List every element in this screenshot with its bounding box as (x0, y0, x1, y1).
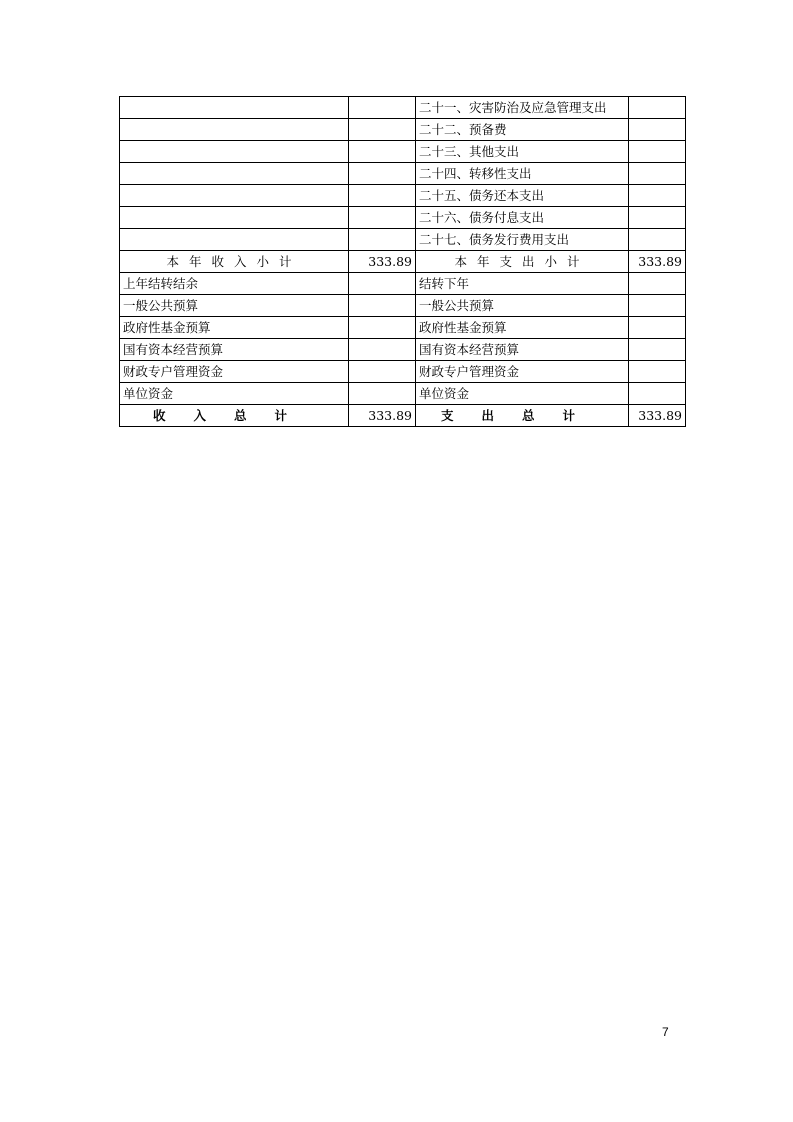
table-row (120, 229, 686, 251)
income-total-value: 333.89 (349, 405, 416, 427)
expense-value-cell (629, 119, 686, 141)
income-item-cell (120, 207, 349, 229)
page-number: 7 (662, 1025, 669, 1039)
table-row (120, 97, 686, 119)
income-item-cell (120, 97, 349, 119)
expense-item-cell: 二十二、预备费 (416, 119, 629, 141)
income-carryover-item: 一般公共预算 (120, 295, 349, 317)
income-item-cell (120, 229, 349, 251)
income-value-cell (349, 163, 416, 185)
expense-carryover-item: 单位资金 (416, 383, 629, 405)
income-subtotal-value: 333.89 (349, 251, 416, 273)
income-item-cell (120, 141, 349, 163)
income-total-label: 收入总计 (120, 405, 349, 427)
expense-carryover-item: 一般公共预算 (416, 295, 629, 317)
expense-value-cell (629, 383, 686, 405)
income-carryover-item: 国有资本经营预算 (120, 339, 349, 361)
expense-value-cell (629, 273, 686, 295)
expense-carryover-item: 政府性基金预算 (416, 317, 629, 339)
expense-value-cell (629, 229, 686, 251)
table-row (120, 119, 686, 141)
table-row (120, 361, 686, 383)
expense-value-cell (629, 97, 686, 119)
subtotal-row (120, 251, 686, 273)
income-value-cell (349, 383, 416, 405)
expense-carryover-label: 结转下年 (416, 273, 629, 295)
expense-item-cell: 二十三、其他支出 (416, 141, 629, 163)
income-item-cell (120, 163, 349, 185)
expense-item-cell: 二十七、债务发行费用支出 (416, 229, 629, 251)
income-value-cell (349, 185, 416, 207)
income-item-cell (120, 119, 349, 141)
income-value-cell (349, 361, 416, 383)
carryover-header-row (120, 273, 686, 295)
income-value-cell (349, 119, 416, 141)
expense-value-cell (629, 207, 686, 229)
expense-value-cell (629, 295, 686, 317)
income-item-cell (120, 185, 349, 207)
income-carryover-item: 单位资金 (120, 383, 349, 405)
table-row (120, 383, 686, 405)
expense-carryover-item: 国有资本经营预算 (416, 339, 629, 361)
income-value-cell (349, 229, 416, 251)
income-subtotal-label: 本年收入小计 (120, 251, 349, 273)
expense-item-cell: 二十四、转移性支出 (416, 163, 629, 185)
expense-value-cell (629, 317, 686, 339)
income-value-cell (349, 207, 416, 229)
expense-value-cell (629, 141, 686, 163)
table-row (120, 339, 686, 361)
income-value-cell (349, 97, 416, 119)
income-value-cell (349, 295, 416, 317)
expense-carryover-item: 财政专户管理资金 (416, 361, 629, 383)
table-row (120, 163, 686, 185)
income-carryover-item: 政府性基金预算 (120, 317, 349, 339)
expense-value-cell (629, 361, 686, 383)
income-value-cell (349, 273, 416, 295)
expense-subtotal-label: 本年支出小计 (416, 251, 629, 273)
income-carryover-item: 财政专户管理资金 (120, 361, 349, 383)
table-row (120, 141, 686, 163)
expense-subtotal-value: 333.89 (629, 251, 686, 273)
income-value-cell (349, 141, 416, 163)
expense-item-cell: 二十一、灾害防治及应急管理支出 (416, 97, 629, 119)
income-value-cell (349, 339, 416, 361)
expense-value-cell (629, 163, 686, 185)
total-row (120, 405, 686, 427)
expense-value-cell (629, 185, 686, 207)
table-row (120, 317, 686, 339)
expense-item-cell: 二十六、债务付息支出 (416, 207, 629, 229)
budget-table-body (120, 97, 686, 427)
table-row (120, 185, 686, 207)
expense-value-cell (629, 339, 686, 361)
income-value-cell (349, 317, 416, 339)
expense-total-value: 333.89 (629, 405, 686, 427)
expense-item-cell: 二十五、债务还本支出 (416, 185, 629, 207)
table-row (120, 295, 686, 317)
expense-total-label: 支出总计 (416, 405, 629, 427)
table-row (120, 207, 686, 229)
income-carryover-label: 上年结转结余 (120, 273, 349, 295)
budget-table (119, 96, 686, 427)
